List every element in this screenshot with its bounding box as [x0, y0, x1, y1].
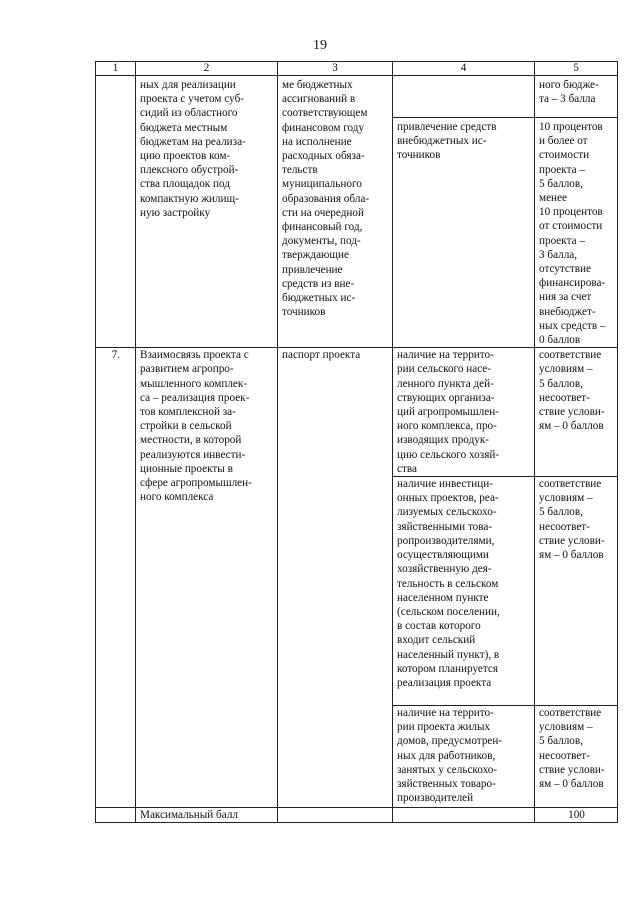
cont-condition-cell-b: привлечение средств внебюджетных ис- точников: [393, 118, 535, 348]
condition-cell-1: наличие на террито- рии сельского насе- ленного пункта дей- ствующих организа- ций агропромышлен- ного комплекса, про- изводящих продук- цию сельского хозяй- ства: [393, 348, 535, 477]
cont-document-cell: ме бюджетных ассигнований в соответствующем финансовом году на исполнение расходных обяза- тельств муниципального образования обла- сти на очередной финансовый год, документы, под- тверждающие привлечение средств из вне- бюджетных ис- точников: [278, 76, 393, 348]
cont-num-cell: [96, 76, 136, 348]
header-row: [96, 62, 618, 76]
table-row: [96, 348, 618, 477]
table-row: [96, 76, 618, 118]
score-cell-2: соответствие условиям – 5 баллов, несоответ- ствие услови- ям – 0 баллов: [535, 477, 618, 706]
cont-score-cell-b: 10 процентов и более от стоимости проекта – 5 баллов, менее 10 процентов от стоимости проекта – 3 балла, отсутствие финансирова- ния за счет внебюджет- ных средств – 0 баллов: [535, 118, 618, 348]
cont-score-cell-a: ного бюдже- та – 3 балла: [535, 76, 618, 118]
row-number: 7.: [96, 348, 136, 808]
total-value: 100: [535, 808, 618, 823]
total-row: [96, 808, 618, 823]
total-num-cell: [96, 808, 136, 823]
document-cell: паспорт проекта: [278, 348, 393, 808]
header-col-1: 1: [96, 62, 136, 76]
cont-condition-cell-a: [393, 76, 535, 118]
condition-cell-3: наличие на террито- рии проекта жилых домов, предусмотрен- ных для работников, занятых у сельскохо- зяйственных товаро- производителей: [393, 706, 535, 808]
criterion-cell: Взаимосвязь проекта с развитием агропро- мышленного комплек- са – реализация проек- тов комплексной за- стройки в сельской местности, в которой реализуются инвести- ционные проекты в сфере агропромышлен- ного комплекса: [136, 348, 278, 808]
condition-cell-2: наличие инвестици- онных проектов, реа- лизуемых сельскохо- зяйственными това- ропроизводителями, осуществляющими хозяйственную дея- тельность в сельском населенном пункте (сельском поселении, в состав которого входит сельский населенный пункт), в котором планируется реализация проекта: [393, 477, 535, 706]
header-col-5: 5: [535, 62, 618, 76]
criteria-table: [95, 61, 618, 823]
page-number: 19: [313, 38, 327, 53]
total-label: Максимальный балл: [136, 808, 278, 823]
header-col-2: 2: [136, 62, 278, 76]
cont-criterion-cell: ных для реализации проекта с учетом суб- сидий из областного бюджета местным бюджетам на реализа- цию проектов ком- плексного обустрой- ства площадок под компактную жилищ- ную застройку: [136, 76, 278, 348]
header-col-3: 3: [278, 62, 393, 76]
total-empty-cell-3: [278, 808, 393, 823]
score-cell-1: соответствие условиям – 5 баллов, несоответ- ствие услови- ям – 0 баллов: [535, 348, 618, 477]
score-cell-3: соответствие условиям – 5 баллов, несоответ- ствие услови- ям – 0 баллов: [535, 706, 618, 808]
header-col-4: 4: [393, 62, 535, 76]
total-empty-cell-4: [393, 808, 535, 823]
